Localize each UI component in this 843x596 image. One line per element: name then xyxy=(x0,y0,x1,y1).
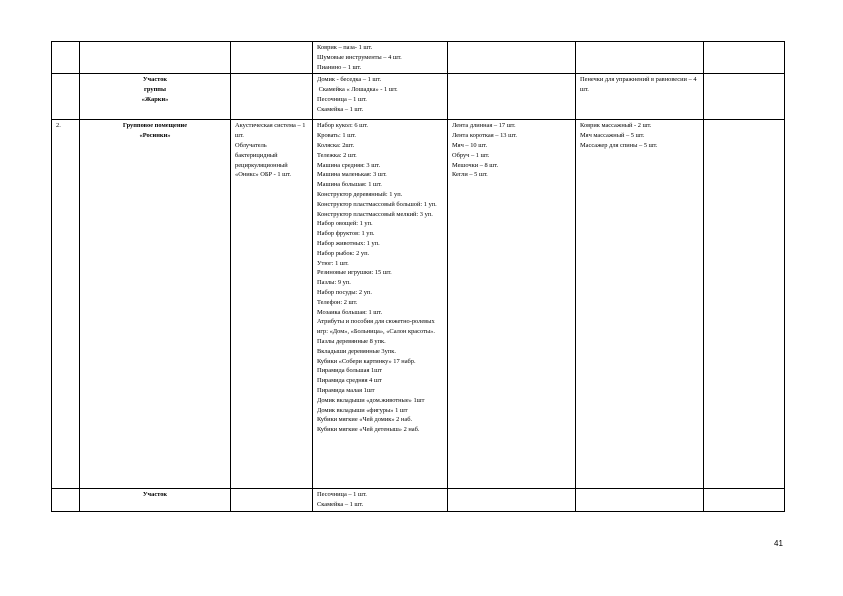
item-line: Мяч – 10 шт. xyxy=(452,141,488,149)
item-line: Песочница – 1 шт. xyxy=(317,491,367,499)
room-name-line: Участок xyxy=(142,76,168,84)
column-3-cell xyxy=(231,489,313,512)
row-number-cell xyxy=(52,489,80,512)
column-5-cell xyxy=(448,42,576,74)
item-line: Телефон: 2 шт. xyxy=(317,298,358,306)
item-line: Пенечки для упражнений в равновесии – 4 шт. xyxy=(580,76,699,94)
row-number-cell: 2. xyxy=(52,120,80,489)
page-number: 41 xyxy=(774,539,783,548)
item-line: Домик вкладыши «фигуры» 1 шт xyxy=(317,406,408,414)
item-line: Резиновые игрушки: 15 шт. xyxy=(317,269,392,277)
item-line: Машина средняя: 3 шт. xyxy=(317,161,381,169)
column-7-cell xyxy=(704,120,785,489)
item-line: Кровать: 1 шт. xyxy=(317,132,356,140)
item-line: Набор овощей: 1 уп. xyxy=(317,220,373,228)
item-line: Набор кукол: 6 шт. xyxy=(317,122,368,130)
item-line: Коврик массажный - 2 шт. xyxy=(580,122,652,130)
item-line: Лента короткая – 13 шт. xyxy=(452,132,517,140)
item-line: Мешочки – 8 шт. xyxy=(452,161,499,169)
room-name-cell xyxy=(80,120,231,489)
column-4-cell xyxy=(313,489,448,512)
room-name-line: группы xyxy=(144,86,166,94)
item-line: Пазлы: 9 уп. xyxy=(317,279,351,287)
room-name-line: «Жарки» xyxy=(141,95,169,103)
item-line: Конструктор пластмассовый мелкий: 3 уп. xyxy=(317,210,433,218)
item-line: Скамейка – 1 шт. xyxy=(317,501,364,509)
room-name-cell xyxy=(80,489,231,512)
column-5-cell xyxy=(448,120,576,489)
equipment-table xyxy=(51,41,785,512)
column-6-cell xyxy=(576,74,704,120)
room-name-line: «Росинки» xyxy=(139,132,171,140)
column-4-cell xyxy=(313,120,448,489)
table-row xyxy=(52,74,785,120)
room-name-cell xyxy=(80,42,231,74)
row-number-cell xyxy=(52,42,80,74)
item-line: Кубики мягкие «Чей детеныш» 2 наб. xyxy=(317,426,420,434)
item-line: Набор посуды: 2 уп. xyxy=(317,288,372,296)
item-line: Кубики «Собери картинку» 17 набр. xyxy=(317,357,416,365)
item-line: Домик - беседка – 1 шт. xyxy=(317,76,382,84)
room-name-cell xyxy=(80,74,231,120)
item-line: Конструктор пластмассовый большой: 1 уп. xyxy=(317,200,437,208)
item-line: Вкладыши деревянные 3упк. xyxy=(317,347,396,355)
table-row xyxy=(52,489,785,512)
item-line: Облучатель бактерицидный рециркуляционный «Оникс» ОБР - 1 шт. xyxy=(235,141,292,179)
item-line: Конструктор деревянный: 1 уп. xyxy=(317,190,403,198)
item-line: Домик вкладыши «дом.животные» 1шт xyxy=(317,396,425,404)
item-line: Набор рыбок: 2 уп. xyxy=(317,249,370,257)
item-line: Пирамида малая 1шт xyxy=(317,386,375,394)
column-7-cell xyxy=(704,42,785,74)
room-name-line: Групповое помещение xyxy=(122,122,188,130)
item-line: Обруч – 1 шт. xyxy=(452,151,490,159)
item-line: Песочница – 1 шт. xyxy=(317,95,367,103)
item-line: Коврик – паза- 1 шт. xyxy=(317,44,373,51)
column-7-cell xyxy=(704,74,785,120)
item-line: Утюг: 1 шт. xyxy=(317,259,349,267)
column-6-cell xyxy=(576,489,704,512)
column-3-cell xyxy=(231,120,313,489)
column-3-cell xyxy=(231,42,313,74)
table-row xyxy=(52,42,785,74)
item-line: Машина маленькая: 3 шт. xyxy=(317,171,387,179)
item-line: Коляска: 2шт. xyxy=(317,141,355,149)
item-line: Машина большая: 1 шт. xyxy=(317,181,382,189)
item-line: Набор фруктов: 1 уп. xyxy=(317,230,375,238)
item-line: Скамейка « Лошадка» - 1 шт. xyxy=(317,86,398,94)
item-line: Пазлы деревянные 8 упк. xyxy=(317,337,386,345)
item-line: Акустическая система – 1 шт. xyxy=(235,122,308,140)
column-4-cell xyxy=(313,74,448,120)
column-4-cell xyxy=(313,42,448,74)
item-line: Кегли – 5 шт. xyxy=(452,171,488,179)
item-line: Мяч массажный – 5 шт. xyxy=(580,132,645,140)
item-line: Пианино – 1 шт. xyxy=(317,63,362,71)
item-line: Пирамида средняя 4 шт xyxy=(317,377,382,385)
row-number-cell xyxy=(52,74,80,120)
item-line: Тележка: 2 шт. xyxy=(317,151,357,159)
room-name-line: Участок xyxy=(142,491,168,499)
item-line: Пирамида большая 1шт xyxy=(317,367,382,375)
item-line: Кубики мягкие «Чей домик» 2 наб. xyxy=(317,416,413,424)
item-line: Шумовые инструменты – 4 шт. xyxy=(317,53,402,61)
item-line: Скамейка – 1 шт. xyxy=(317,105,364,113)
column-5-cell xyxy=(448,74,576,120)
item-line: Набор животных: 1 уп. xyxy=(317,239,380,247)
table-row xyxy=(52,120,785,489)
column-7-cell xyxy=(704,489,785,512)
item-line: Массажер для спины – 5 шт. xyxy=(580,141,658,149)
column-5-cell xyxy=(448,489,576,512)
column-6-cell xyxy=(576,120,704,489)
column-6-cell xyxy=(576,42,704,74)
item-line: Мозаика большая: 1 шт. xyxy=(317,308,383,316)
item-line: Атрибуты и пособия для сюжетно-ролевых игр: «Дом», «Больница», «Салон красоты». xyxy=(317,318,437,336)
column-3-cell xyxy=(231,74,313,120)
item-line: Лента длинная – 17 шт. xyxy=(452,122,516,130)
